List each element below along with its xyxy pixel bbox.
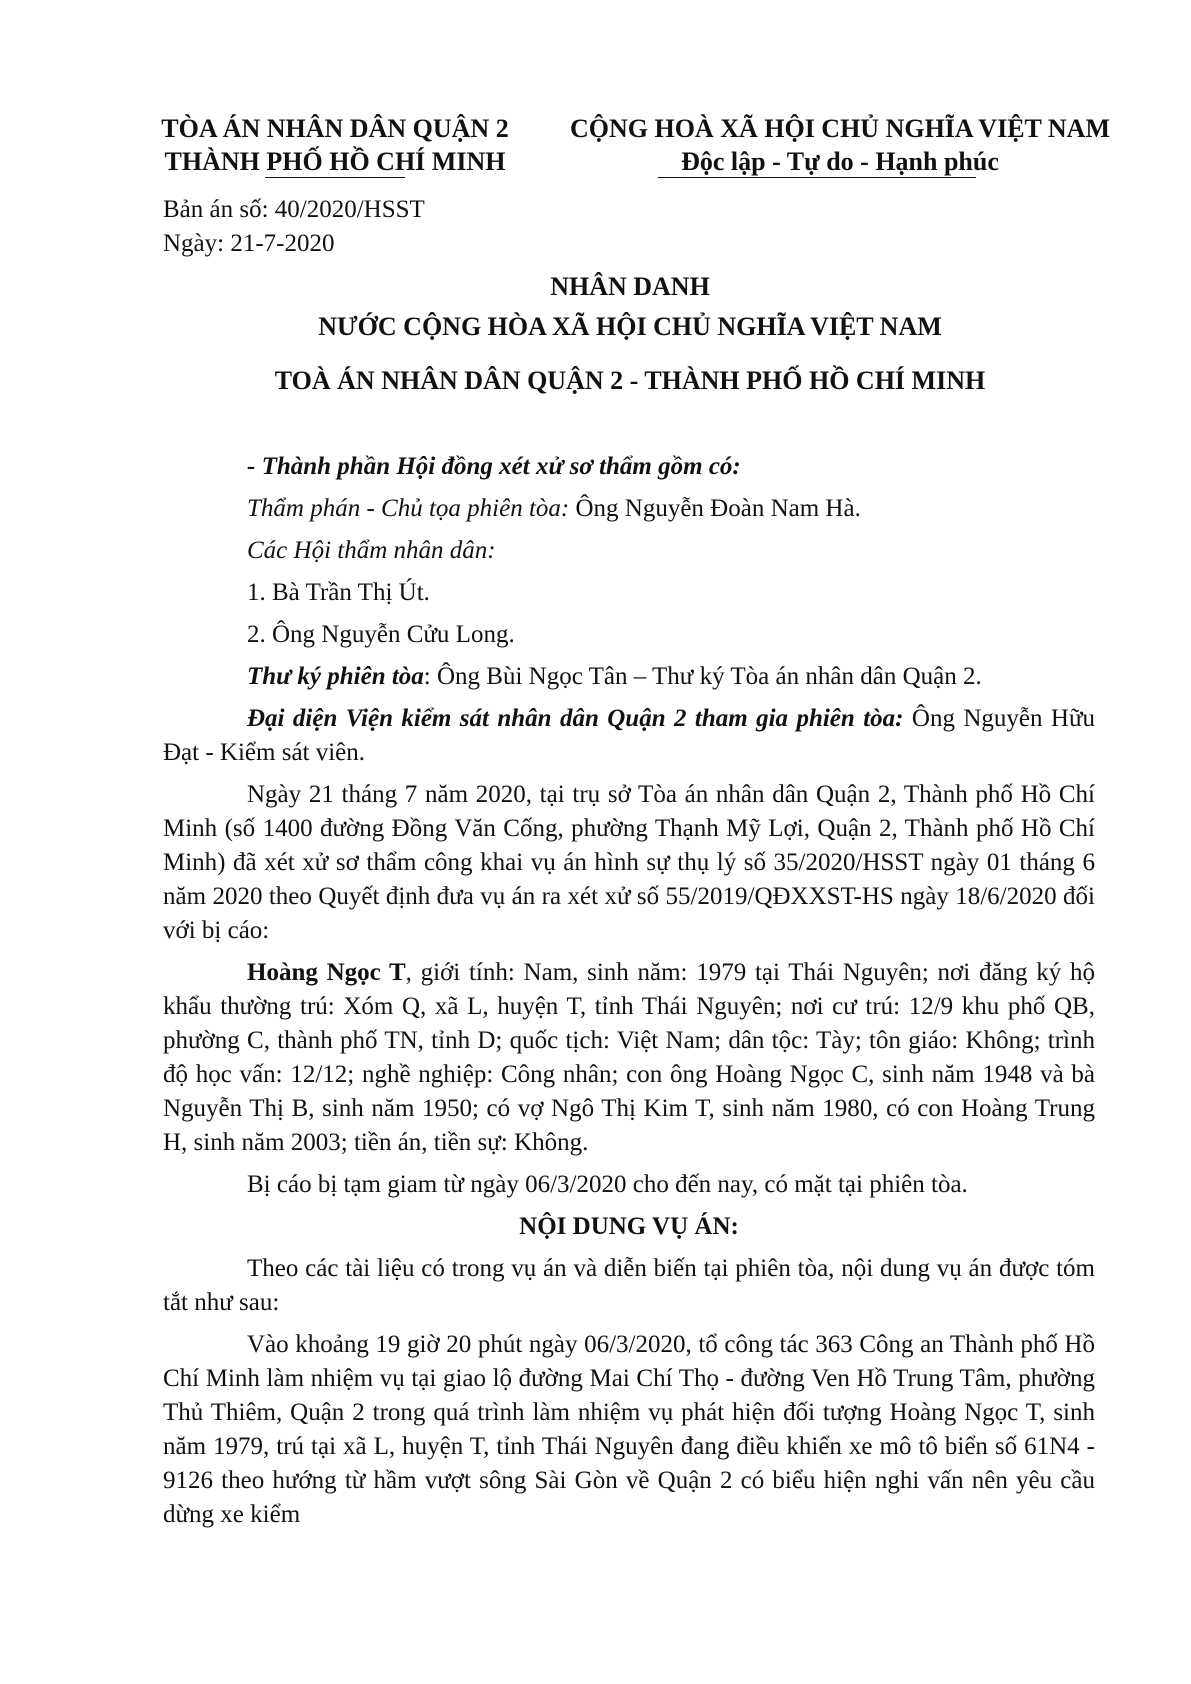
judge-line: Thẩm phán - Chủ tọa phiên tòa: Ông Nguyễn Đoàn Nam Hà. bbox=[247, 495, 861, 522]
title-court: TOÀ ÁN NHÂN DÂN QUẬN 2 - THÀNH PHỐ HỒ CHÍ MINH bbox=[274, 366, 986, 395]
motto-underline bbox=[658, 177, 976, 178]
nation-name: CỘNG HOÀ XÃ HỘI CHỦ NGHĨA VIỆT NAM bbox=[569, 114, 1111, 143]
national-header bbox=[540, 112, 1140, 178]
defendant-paragraph: Hoàng Ngọc T, giới tính: Nam, sinh năm: 1979 tại Thái Nguyên; nơi đăng ký hộ khẩu thường trú: Xóm Q, xã L, huyện T, tỉnh Thái Nguyên; nơi cư trú: 12/9 khu phố QB, phường C, thành phố TN, tỉnh D; quốc tịch: Việt Nam; dân tộc: Tày; tôn giáo: Không; trình độ học vấn: 12/12; nghề nghiệp: Công nhân; con ông Hoàng Ngọc C, sinh năm 1948 và bà Nguyễn Thị B, sinh năm 1950; có vợ Ngô Thị Kim T, sinh năm 1980, có con Hoàng Trung H, sinh năm 2003; tiền án, tiền sự: Không. bbox=[163, 959, 1095, 1156]
court-header bbox=[150, 112, 520, 178]
document-meta bbox=[163, 193, 425, 261]
court-header-underline bbox=[265, 177, 405, 178]
court-name: TÒA ÁN NHÂN DÂN QUẬN 2 bbox=[161, 114, 509, 143]
defendant-name: Hoàng Ngọc T bbox=[247, 959, 406, 986]
judgment-body bbox=[163, 450, 1095, 1540]
title-republic: NƯỚC CỘNG HÒA XÃ HỘI CHỦ NGHĨA VIỆT NAM bbox=[318, 312, 942, 341]
assessors-label: Các Hội thẩm nhân dân: bbox=[247, 537, 496, 564]
judgment-date: Ngày: 21-7-2020 bbox=[163, 230, 335, 257]
judgment-number: Bản án số: 40/2020/HSST bbox=[163, 196, 425, 223]
panel-heading: - Thành phần Hội đồng xét xử sơ thẩm gồm có: bbox=[247, 453, 741, 480]
court-city: THÀNH PHỐ HỒ CHÍ MINH bbox=[164, 147, 506, 176]
summary-paragraph: Theo các tài liệu có trong vụ án và diễn biến tại phiên tòa, nội dung vụ án được tóm tắt như sau: bbox=[163, 1255, 1095, 1316]
clerk-line: Thư ký phiên tòa: Ông Bùi Ngọc Tân – Thư ký Tòa án nhân dân Quận 2. bbox=[247, 663, 982, 690]
trial-paragraph: Ngày 21 tháng 7 năm 2020, tại trụ sở Tòa án nhân dân Quận 2, Thành phố Hồ Chí Minh (số 1400 đường Đồng Văn Cống, phường Thạnh Mỹ Lợi, Quận 2, Thành phố Hồ Chí Minh) đã xét xử sơ thẩm công khai vụ án hình sự thụ lý số 35/2020/HSST ngày 01 tháng 6 năm 2020 theo Quyết định đưa vụ án ra xét xử số 55/2019/QĐXXST-HS ngày 18/6/2020 đối với bị cáo: bbox=[163, 781, 1095, 944]
procuracy-line: Đại diện Viện kiểm sát nhân dân Quận 2 tham gia phiên tòa: Ông Nguyễn Hữu Đạt - Kiểm sát viên. bbox=[163, 705, 1095, 766]
title-in-the-name: NHÂN DANH bbox=[550, 272, 710, 301]
assessor-2: 2. Ông Nguyễn Cửu Long. bbox=[247, 621, 515, 648]
assessor-1: 1. Bà Trần Thị Út. bbox=[247, 579, 430, 606]
detention-paragraph: Bị cáo bị tạm giam từ ngày 06/3/2020 cho đến nay, có mặt tại phiên tòa. bbox=[247, 1171, 968, 1198]
facts-paragraph: Vào khoảng 19 giờ 20 phút ngày 06/3/2020, tổ công tác 363 Công an Thành phố Hồ Chí Minh làm nhiệm vụ tại giao lộ đường Mai Chí Thọ - đường Ven Hồ Trung Tâm, phường Thủ Thiêm, Quận 2 trong quá trình làm nhiệm vụ phát hiện đối tượng Hoàng Ngọc T, sinh năm 1979, trú tại xã L, huyện T, tỉnh Thái Nguyên đang điều khiển xe mô tô biển số 61N4 - 9126 theo hướng từ hầm vượt sông Sài Gòn về Quận 2 có biểu hiện nghi vấn nên yêu cầu dừng xe kiểm bbox=[163, 1331, 1095, 1528]
nation-motto: Độc lập - Tự do - Hạnh phúc bbox=[681, 147, 999, 176]
section-title: NỘI DUNG VỤ ÁN: bbox=[519, 1213, 739, 1240]
